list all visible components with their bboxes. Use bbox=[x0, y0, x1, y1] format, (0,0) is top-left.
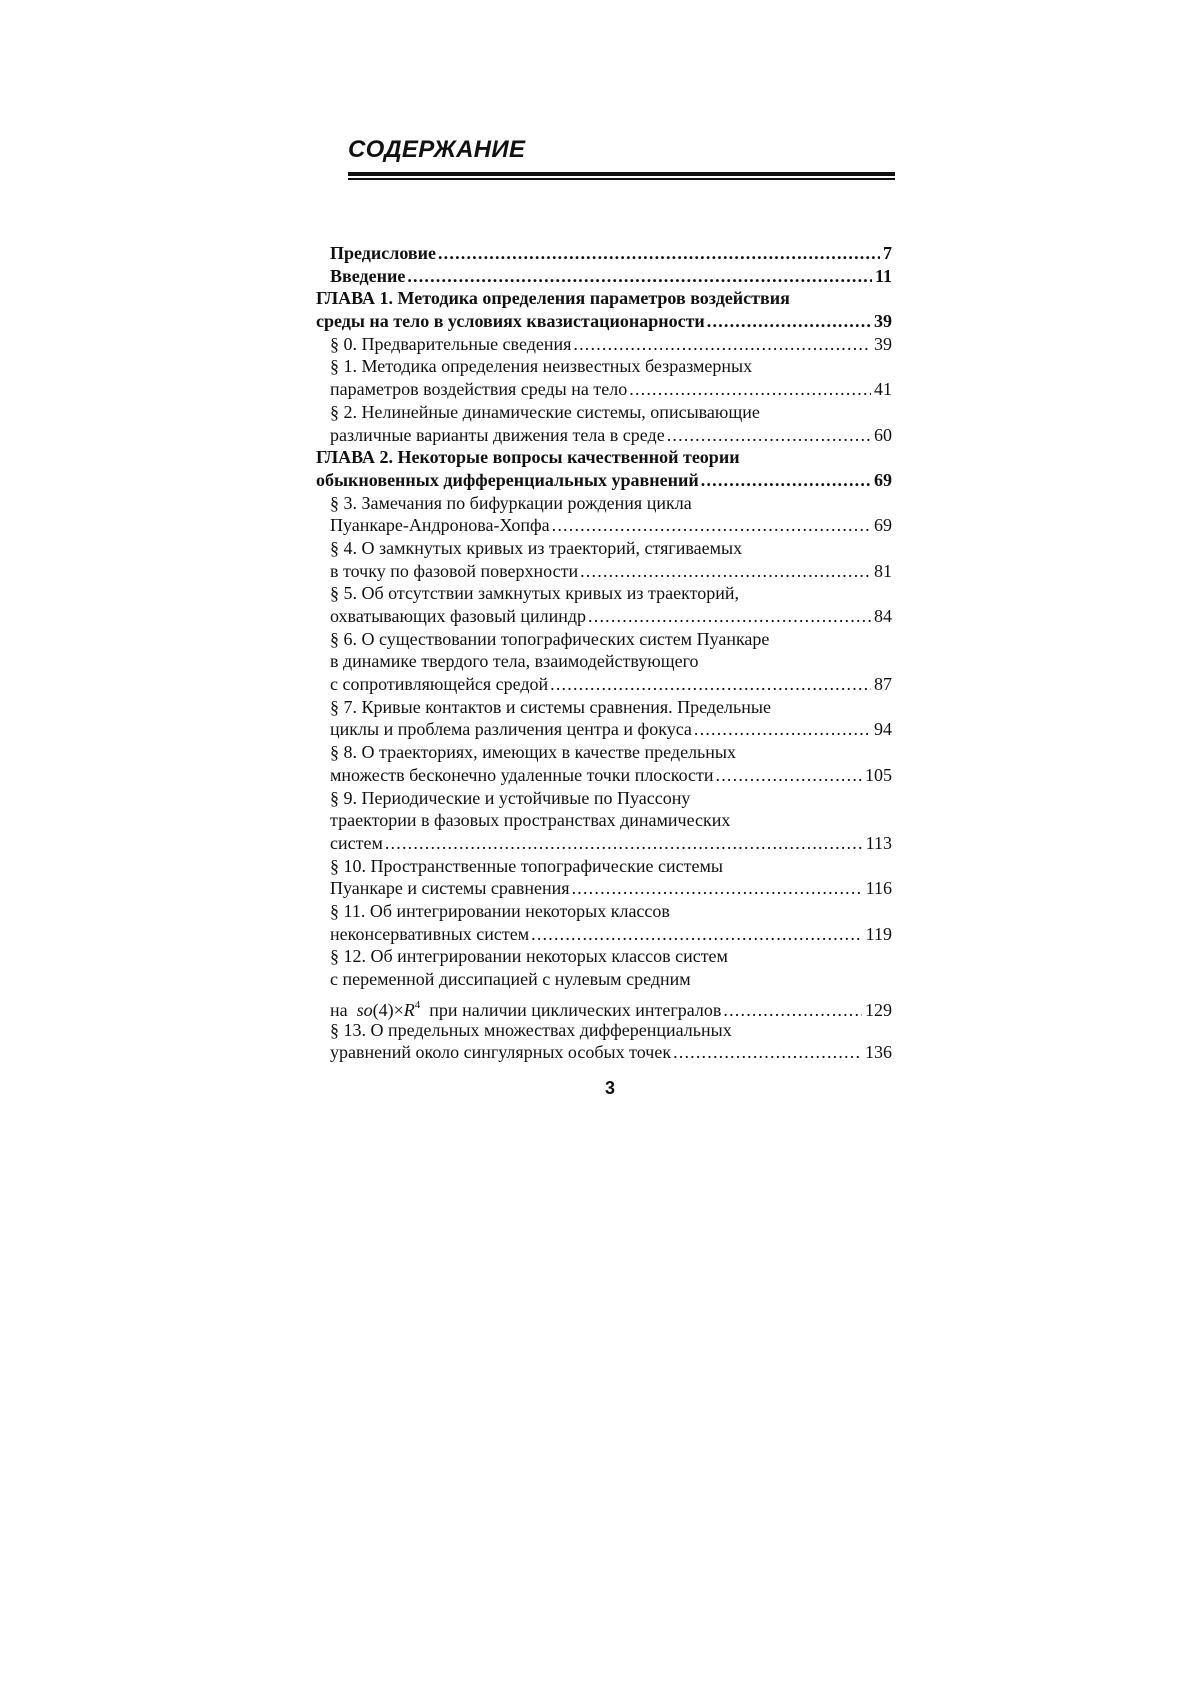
toc-entry bbox=[316, 287, 892, 332]
dot-leader bbox=[407, 265, 872, 288]
dot-leader bbox=[573, 333, 871, 356]
formula-arg: (4) bbox=[372, 999, 394, 1020]
toc-page-number: 41 bbox=[874, 379, 892, 400]
toc-entry-title: § 11. Об интегрировании некоторых классов bbox=[330, 900, 670, 921]
toc-entry-title: в точку по фазовой поверхности bbox=[330, 560, 579, 581]
toc-page-number: 11 bbox=[874, 265, 892, 286]
dot-leader bbox=[572, 877, 863, 900]
toc-entry bbox=[316, 537, 892, 582]
dot-leader bbox=[667, 424, 871, 447]
toc-entry-final-line bbox=[316, 673, 892, 696]
toc-page-number: 39 bbox=[874, 311, 892, 332]
toc-entry bbox=[316, 242, 892, 265]
toc-entry-final-line bbox=[316, 265, 892, 288]
heading-rule-thick bbox=[348, 172, 895, 176]
toc-entry-title: § 6. О существовании топографических систем Пуанкаре bbox=[330, 628, 770, 649]
dot-leader bbox=[701, 469, 871, 492]
toc-entry-title: параметров воздействия среды на тело bbox=[330, 379, 628, 400]
toc-entry bbox=[316, 900, 892, 945]
toc-entry-title: Пуанкаре и системы сравнения bbox=[330, 878, 570, 899]
toc-entry-title: § 7. Кривые контактов и системы сравнения. Предельные bbox=[330, 696, 771, 717]
toc-page-number: 116 bbox=[865, 878, 892, 899]
toc-entry-title: различные варианты движения тела в среде bbox=[330, 424, 665, 445]
toc-entry-title: с сопротивляющейся средой bbox=[330, 674, 549, 695]
toc-entry-title: циклы и проблема различения центра и фокуса bbox=[330, 719, 692, 740]
toc-entry bbox=[316, 1019, 892, 1064]
toc-entry bbox=[316, 787, 892, 855]
formula-so: so bbox=[356, 999, 373, 1020]
toc-entry-final-line bbox=[316, 378, 892, 401]
toc-entry-title: систем bbox=[330, 832, 383, 853]
toc-entry-title: в динамике твердого тела, взаимодействующего bbox=[330, 651, 699, 672]
heading-rule-thin bbox=[348, 178, 895, 180]
dot-leader bbox=[438, 242, 880, 265]
dot-leader bbox=[385, 832, 863, 855]
toc-entry-final-line bbox=[316, 718, 892, 741]
toc-entry-title: с переменной диссипацией с нулевым средним bbox=[330, 969, 691, 989]
toc-entry-title: неконсервативных систем bbox=[330, 923, 530, 944]
toc-entry bbox=[316, 333, 892, 356]
toc-entry-title: § 8. О траекториях, имеющих в качестве предельных bbox=[330, 742, 736, 763]
toc-page-number: 119 bbox=[865, 923, 892, 944]
toc-page-number: 129 bbox=[865, 999, 892, 1020]
toc-entry-title: траектории в фазовых пространствах динамических bbox=[330, 810, 731, 831]
toc-entry-title: § 12. Об интегрировании некоторых классов систем bbox=[330, 946, 728, 967]
dot-leader bbox=[531, 923, 863, 946]
toc-entry-final-line bbox=[316, 560, 892, 583]
toc-page-number: 60 bbox=[874, 424, 892, 445]
toc-entry-final-line bbox=[316, 923, 892, 946]
toc-entry bbox=[316, 355, 892, 400]
dot-leader bbox=[707, 310, 871, 333]
formula-suffix: при наличии циклических интегралов bbox=[429, 999, 722, 1020]
toc-entry bbox=[316, 265, 892, 288]
toc-page-number: 7 bbox=[883, 243, 892, 263]
dot-leader bbox=[552, 514, 871, 537]
page-heading: СОДЕРЖАНИЕ bbox=[348, 136, 526, 163]
toc-entry bbox=[316, 628, 892, 696]
toc-page-number: 113 bbox=[865, 832, 892, 853]
toc-entry-title: охватывающих фазовый цилиндр bbox=[330, 606, 587, 626]
dot-leader bbox=[580, 560, 871, 583]
toc-entry bbox=[316, 945, 892, 1018]
toc-entry bbox=[316, 741, 892, 786]
dot-leader bbox=[716, 764, 862, 787]
toc-entry-title: § 2. Нелинейные динамические системы, описывающие bbox=[330, 401, 760, 422]
toc-entry-final-line bbox=[316, 333, 892, 356]
toc-entry-title: § 10. Пространственные топографические системы bbox=[330, 855, 723, 876]
toc-entry-title: среды на тело в условиях квазистационарности bbox=[316, 311, 705, 332]
toc-entry-title: уравнений около сингулярных особых точек bbox=[330, 1042, 672, 1063]
toc-page-number: 81 bbox=[874, 560, 892, 581]
toc-entry-title: § 5. Об отсутствии замкнутых кривых из траекторий, bbox=[330, 583, 739, 604]
toc-entry-final-line bbox=[316, 764, 892, 787]
toc-entry-final-line bbox=[316, 1041, 892, 1064]
toc-entry bbox=[316, 855, 892, 900]
toc-entry-title: Предисловие bbox=[330, 243, 436, 263]
dot-leader bbox=[588, 605, 871, 628]
dot-leader bbox=[673, 1041, 862, 1064]
toc-entry-title: обыкновенных дифференциальных уравнений bbox=[316, 469, 699, 490]
toc-entry-title: § 0. Предварительные сведения bbox=[330, 333, 572, 354]
dot-leader bbox=[629, 378, 871, 401]
toc-entry-title: Введение bbox=[330, 265, 406, 286]
table-of-contents bbox=[316, 242, 892, 1064]
toc-entry bbox=[316, 492, 892, 537]
toc-page-number: 94 bbox=[874, 719, 892, 740]
toc-entry-final-line bbox=[316, 877, 892, 900]
page-number: 3 bbox=[604, 1078, 615, 1098]
toc-entry bbox=[316, 401, 892, 446]
toc-entry-final-line bbox=[316, 242, 892, 265]
dot-leader bbox=[723, 996, 862, 1024]
toc-entry bbox=[316, 582, 892, 627]
toc-entry-title: ГЛАВА 2. Некоторые вопросы качественной теории bbox=[316, 447, 740, 468]
toc-entry-title: § 3. Замечания по бифуркации рождения цикла bbox=[330, 492, 692, 513]
toc-entry-title: § 4. О замкнутых кривых из траекторий, стягиваемых bbox=[330, 537, 743, 558]
toc-entry-final-line bbox=[316, 310, 892, 333]
formula-times: × bbox=[393, 999, 404, 1020]
toc-entry-final-line bbox=[316, 605, 892, 628]
toc-entry-final-line bbox=[316, 469, 892, 492]
toc-page-number: 84 bbox=[874, 606, 892, 626]
toc-formula-line bbox=[316, 991, 892, 1019]
toc-entry bbox=[316, 446, 892, 491]
formula-exponent: 4 bbox=[414, 998, 421, 1011]
toc-entry-title: § 9. Периодические и устойчивые по Пуассону bbox=[330, 787, 691, 808]
toc-entry-final-line bbox=[316, 832, 892, 855]
formula-r: R bbox=[403, 999, 415, 1020]
toc-page-number: 105 bbox=[865, 764, 892, 785]
dot-leader bbox=[694, 718, 871, 741]
formula-prefix: на bbox=[330, 999, 348, 1020]
toc-page-number: 136 bbox=[865, 1042, 892, 1063]
toc-entry-final-line bbox=[316, 424, 892, 447]
toc-entry-title: множеств бесконечно удаленные точки плоскости bbox=[330, 764, 714, 785]
toc-page-number: 39 bbox=[874, 333, 892, 354]
toc-page-number: 69 bbox=[874, 469, 892, 490]
toc-entry-title: ГЛАВА 1. Методика определения параметров воздействия bbox=[316, 288, 790, 309]
toc-entry-title: § 1. Методика определения неизвестных безразмерных bbox=[330, 356, 753, 377]
toc-page-number: 87 bbox=[874, 674, 892, 695]
toc-entry-final-line bbox=[316, 514, 892, 537]
toc-page-number: 69 bbox=[874, 515, 892, 536]
dot-leader bbox=[550, 673, 871, 696]
toc-entry bbox=[316, 696, 892, 741]
toc-entry-title: Пуанкаре-Андронова-Хопфа bbox=[330, 515, 550, 536]
toc-entry-title: § 13. О предельных множествах дифференциальных bbox=[330, 1019, 732, 1040]
